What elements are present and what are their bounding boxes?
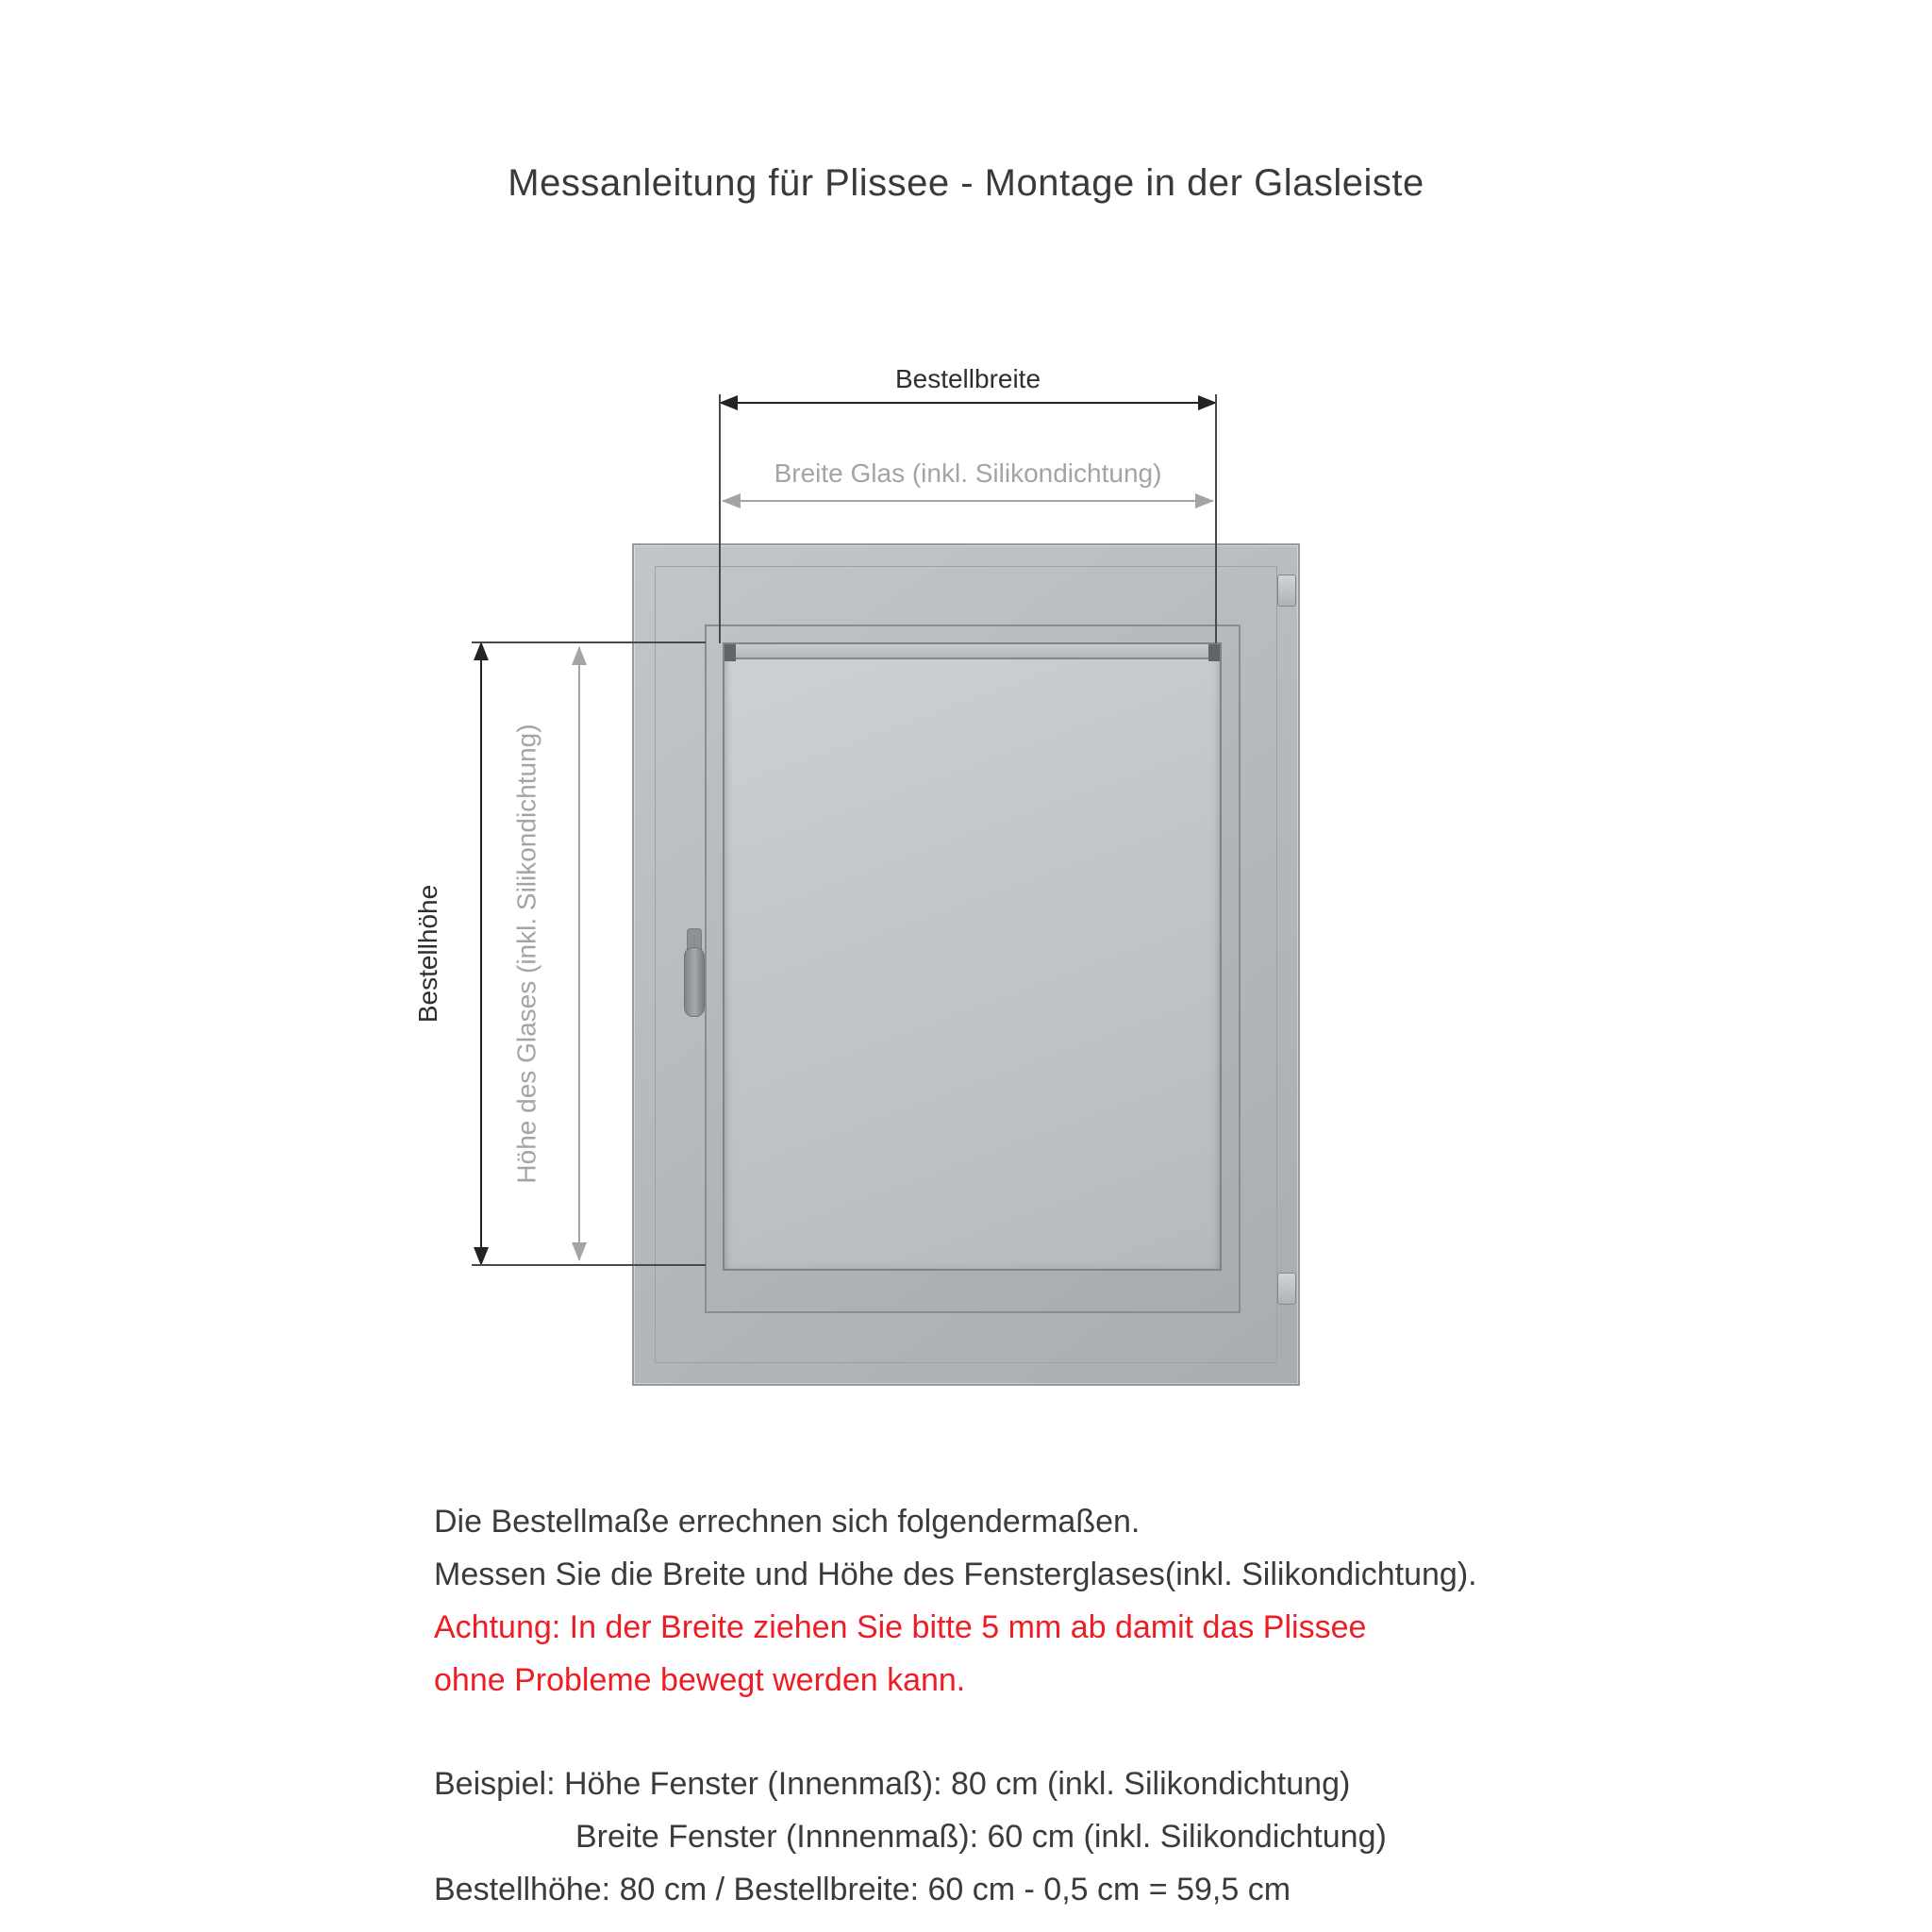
hinge-top (1277, 575, 1296, 607)
window-glass (723, 642, 1222, 1271)
order-height-label: Bestellhöhe (413, 884, 442, 1024)
window-frame (632, 543, 1300, 1386)
warning-line-2: ohne Probleme bewegt werden kann. (434, 1662, 966, 1698)
rail-end-cap-right (1208, 644, 1220, 661)
extension-line-top (472, 641, 706, 643)
example-block (434, 1757, 1477, 1916)
example-line-1: Beispiel: Höhe Fenster (Innenmaß): 80 cm (inkl. Silikondichtung) (434, 1766, 1351, 1802)
extension-line-left (719, 394, 721, 643)
instruction-text-block (434, 1495, 1477, 1916)
instruction-line-2: Messen Sie die Breite und Höhe des Fensterglases(inkl. Silikondichtung). (434, 1557, 1477, 1592)
window-sash (705, 625, 1241, 1313)
order-height-arrow (480, 642, 482, 1265)
handle-grip (684, 947, 705, 1017)
example-line-2: Breite Fenster (Innnenmaß): 60 cm (inkl. Silikondichtung) (575, 1819, 1387, 1855)
plissee-top-rail (724, 644, 1220, 659)
order-width-label: Bestellbreite (894, 364, 1041, 393)
extension-line-right (1215, 394, 1217, 643)
hinge-bottom (1277, 1273, 1296, 1305)
example-line-3: Bestellhöhe: 80 cm / Bestellbreite: 60 cm - 0,5 cm = 59,5 cm (434, 1872, 1291, 1907)
order-width-arrow (720, 402, 1216, 404)
glass-height-arrow (578, 647, 580, 1260)
glass-width-label: Breite Glas (inkl. Silikondichtung) (774, 458, 1162, 488)
glass-width-arrow (723, 500, 1213, 502)
extension-line-bottom (472, 1264, 706, 1266)
warning-line-1: Achtung: In der Breite ziehen Sie bitte 5 mm ab damit das Plissee (434, 1609, 1367, 1645)
rail-end-cap-left (724, 644, 736, 661)
window-handle (681, 928, 706, 1015)
glass-height-label: Höhe des Glases (inkl. Silikondichtung) (512, 724, 542, 1184)
instruction-line-1: Die Bestellmaße errechnen sich folgendermaßen. (434, 1504, 1141, 1540)
page-title: Messanleitung für Plissee - Montage in der Glasleiste (508, 162, 1424, 204)
